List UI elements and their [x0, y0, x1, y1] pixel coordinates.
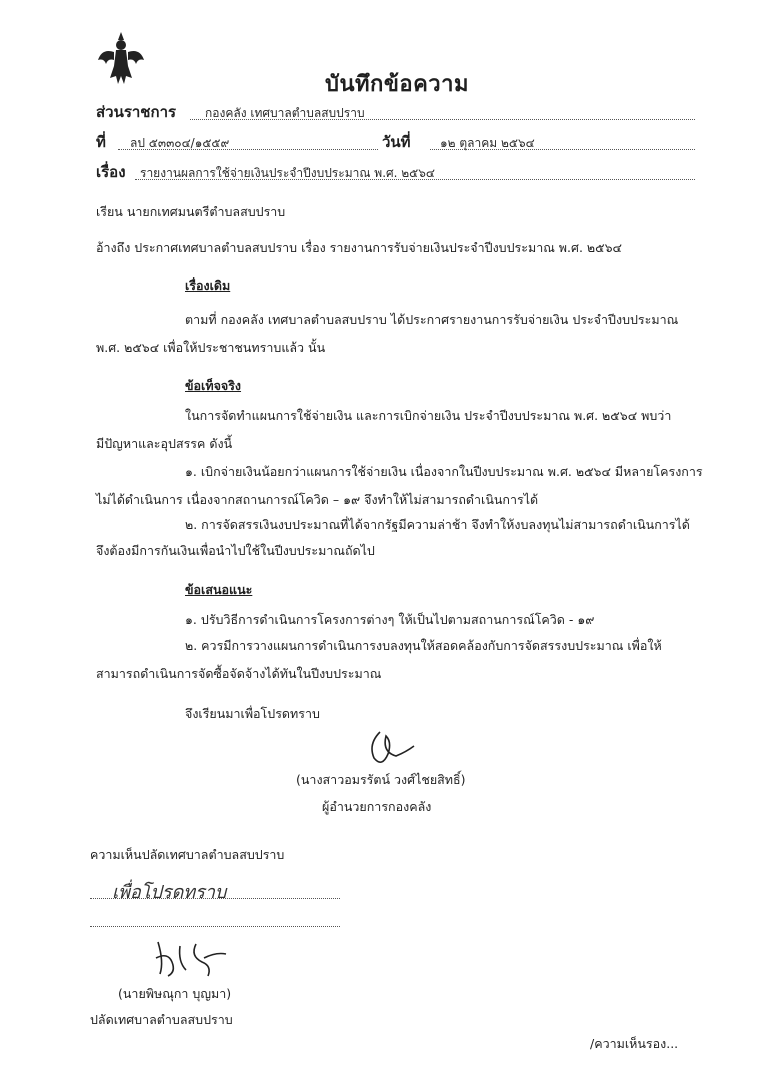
- date-label: วันที่: [382, 133, 411, 151]
- facts-item1-line2: ไม่ได้ดำเนินการ เนื่องจากสถานการณ์โควิด – ๑๙ จึงทำให้ไม่สามารถดำเนินการได้: [96, 492, 539, 507]
- recommendation-heading: ข้อเสนอแนะ: [185, 582, 253, 597]
- subject-value: รายงานผลการใช้จ่ายเงินประจำปีงบประมาณ พ.ศ. ๒๕๖๔: [140, 166, 435, 180]
- facts-para-line2: มีปัญหาและอุปสรรค ดังนี้: [96, 436, 233, 451]
- director-name: (นางสาวอมรรัตน์ วงศ์ไชยสิทธิ์): [296, 772, 466, 787]
- background-heading: เรื่องเดิม: [185, 278, 231, 293]
- background-para-line2: พ.ศ. ๒๕๖๔ เพื่อให้ประชาชนทราบแล้ว นั้น: [96, 340, 326, 355]
- no-value: ลป ๕๓๓๐๔/๑๕๕๙: [130, 136, 230, 150]
- deputy-name: (นายพิษณุกา บุญมา): [118, 986, 232, 1001]
- facts-para-line1: ในการจัดทำแผนการใช้จ่ายเงิน และการเบิกจ่ายเงิน ประจำปีงบประมาณ พ.ศ. ๒๕๖๔ พบว่า: [185, 408, 672, 423]
- reference-line: อ้างถึง ประกาศเทศบาลตำบลสบปราบ เรื่อง รายงานการรับจ่ายเงินประจำปีงบประมาณ พ.ศ. ๒๕๖๔: [96, 240, 622, 255]
- recipient-line: เรียน นายกเทศมนตรีตำบลสบปราบ: [96, 204, 286, 219]
- dept-label: ส่วนราชการ: [96, 103, 177, 121]
- director-signature: [360, 722, 420, 772]
- deputy-position: ปลัดเทศบาลตำบลสบปราบ: [90, 1012, 233, 1027]
- facts-item2-line1: ๒. การจัดสรรเงินงบประมาณที่ได้จากรัฐมีความล่าช้า จึงทำให้งบลงทุนไม่สามารถดำเนินการได้: [185, 517, 690, 532]
- no-label: ที่: [96, 133, 106, 151]
- facts-heading: ข้อเท็จจริง: [185, 378, 242, 393]
- recommendation-item2-line2: สามารถดำเนินการจัดซื้อจัดจ้างได้ทันในปีงบประมาณ: [96, 666, 382, 681]
- dept-value: กองคลัง เทศบาลตำบลสบปราบ: [205, 106, 365, 120]
- continued-note: /ความเห็นรอง...: [590, 1036, 679, 1051]
- subject-label: เรื่อง: [96, 163, 126, 181]
- closing-line: จึงเรียนมาเพื่อโปรดทราบ: [185, 706, 320, 721]
- garuda-emblem-icon: [96, 30, 146, 86]
- director-position: ผู้อำนวยการกองคลัง: [322, 799, 432, 814]
- background-para-line1: ตามที่ กองคลัง เทศบาลตำบลสบปราบ ได้ประกาศรายงานการรับจ่ายเงิน ประจำปีงบประมาณ: [185, 312, 679, 327]
- opinion-handwritten: เพื่อโปรดทราบ: [112, 882, 227, 903]
- facts-item2-line2: จึงต้องมีการกันเงินเพื่อนำไปใช้ในปีงบประมาณถัดไป: [96, 543, 375, 558]
- facts-item1-line1: ๑. เบิกจ่ายเงินน้อยกว่าแผนการใช้จ่ายเงิน เนื่องจากในปีงบประมาณ พ.ศ. ๒๕๖๔ มีหลายโครงการ: [185, 464, 703, 479]
- recommendation-item1: ๑. ปรับวิธีการดำเนินการโครงการต่างๆ ให้เป็นไปตามสถานการณ์โควิด - ๑๙: [185, 612, 595, 627]
- deputy-signature: [150, 932, 240, 980]
- date-value: ๑๒ ตุลาคม ๒๕๖๔: [440, 136, 535, 150]
- memo-title: บันทึกข้อความ: [325, 72, 470, 97]
- recommendation-item2-line1: ๒. ควรมีการวางแผนการดำเนินการงบลงทุนให้สอดคล้องกับการจัดสรรงบประมาณ เพื่อให้: [185, 638, 662, 653]
- opinion-line-2: [90, 926, 340, 927]
- opinion-label: ความเห็นปลัดเทศบาลตำบลสบปราบ: [90, 847, 285, 862]
